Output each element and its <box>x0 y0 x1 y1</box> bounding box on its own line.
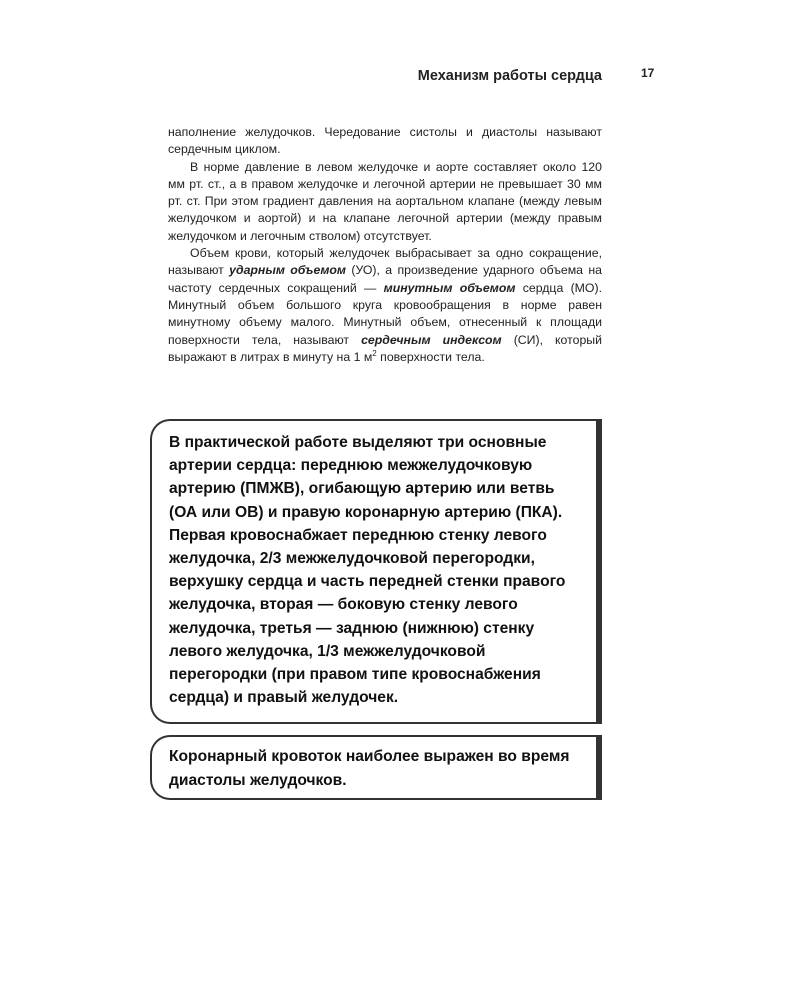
callout-coronary-flow <box>150 735 602 800</box>
paragraph-3-text-1: Объем крови, который желудочек выбрасывает за одно сокращение, называют <box>168 246 602 278</box>
paragraph-3-text-5: поверхности тела. <box>376 349 485 364</box>
paragraph-3-text-4: (СИ), который выражают в литрах в минуту на 1 м <box>168 332 602 364</box>
paragraph-3-text-2: (УО), а произведение ударного объема на частоту сердечных сокращений — <box>168 263 602 295</box>
term-cardiac-index: сердечным индексом <box>361 332 502 347</box>
running-title: Механизм работы сердца <box>417 68 602 84</box>
paragraph-1: наполнение желудочков. Чередование систолы и диастолы называют сердечным циклом. <box>168 125 602 157</box>
body-text <box>168 124 602 366</box>
callout-coronary-arteries-text: В практической работе выделяют три основные артерии сердца: переднюю межжелудочковую артерию (ПМЖВ), огибающую артерию или ветвь (ОА или ОВ) и правую коронарную артерию (ПКА). Первая кровоснабжает переднюю стенку левого желудочка, 2/3 межжелудочковой перегородки, верхушку сердца и часть передней стенки правого желудочка, вторая — боковую стенку левого желудочка, третья — заднюю (нижнюю) стенку левого желудочка, 1/3 межжелудочковой перегородки (при правом типе кровоснабжения сердца) и правый желудочек. <box>169 434 566 707</box>
paragraph-2: В норме давление в левом желудочке и аорте составляет около 120 мм рт. ст., а в правом желудочке и легочной артерии не превышает 30 мм рт. ст. При этом градиент давления на аортальном клапане (между левым желудочком и аортой) и на клапане легочной артерии (между правым желудочком и легочным стволом) отсутствует. <box>168 159 602 243</box>
superscript-2: 2 <box>372 348 377 358</box>
paragraph-3 <box>168 245 602 366</box>
term-minute-volume: минутным объемом <box>383 280 516 295</box>
term-stroke-volume: ударным объемом <box>229 263 347 278</box>
page-number: 17 <box>641 66 655 80</box>
callout-coronary-flow-text: Коронарный кровоток наиболее выражен во время диастолы желудочков. <box>169 748 570 789</box>
paragraph-3-text-3: сердца (МО). Минутный объем большого круга кровообращения в норме равен минутному объему малого. Минутный объем, отнесенный к площади поверхности тела, называют <box>168 280 602 347</box>
callout-coronary-arteries <box>150 419 602 724</box>
